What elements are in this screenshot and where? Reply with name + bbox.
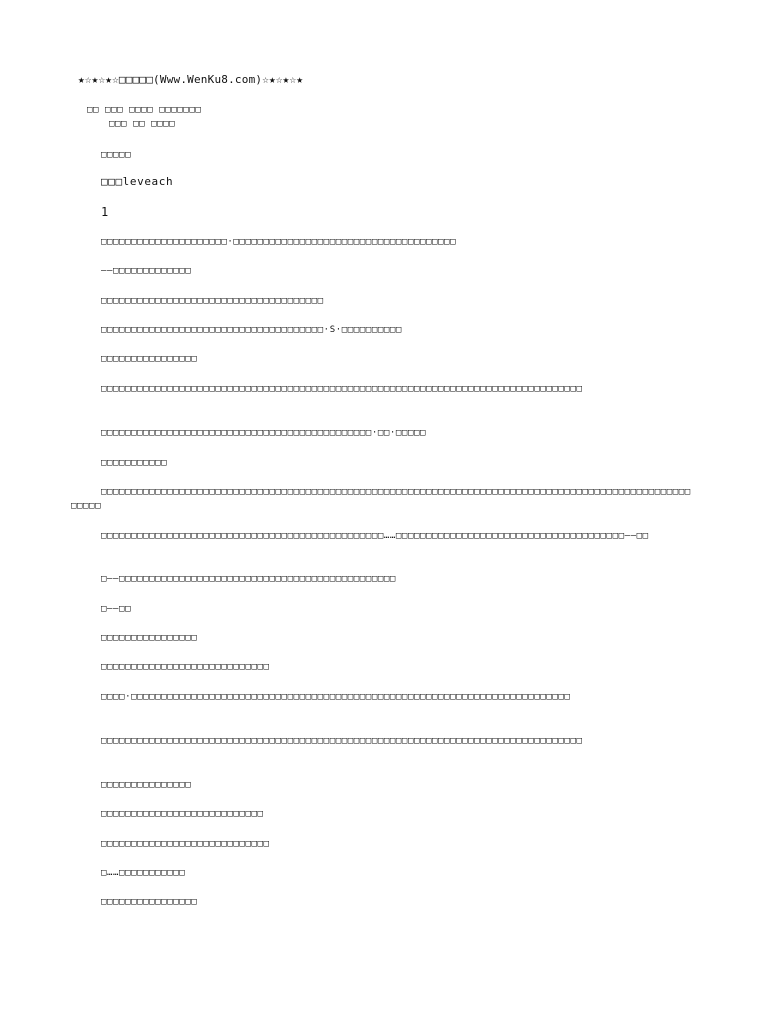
paragraph: □□□□□□□□□□□□□□□□□□□□□□□□□□□□□□□□□□□□□ — [101, 296, 324, 306]
paragraph: □□□□□□□□□□□□□□□□□□□□□□□□□□□□□□□□□□□□□□□□□□□□□□□□□□□□□□□□□□□□□□□□□□□□□□□□□□□□□□□□ — [101, 384, 583, 394]
paragraph: □——□□ — [101, 604, 132, 614]
paragraph: □□□□□□□□□□□ — [101, 458, 168, 468]
paragraph: □□□□□□□□□□□□□□□□□□□□□□□□□□□□□□□□□□□□□·S·□□□□□□□□□□ — [101, 325, 402, 335]
paragraph: □□□□□□□□□□□□□□□□□□□□□□□□□□□□□□□□□□□□□□□□□□□□□□□……□□□□□□□□□□□□□□□□□□□□□□□□□□□□□□□□□□□□□□——□□ — [101, 531, 649, 541]
paragraph: □□□□□□□□□□□□□□□□□□□□□□□□□□□□ — [101, 839, 270, 849]
paragraph: □□□□·□□□□□□□□□□□□□□□□□□□□□□□□□□□□□□□□□□□□□□□□□□□□□□□□□□□□□□□□□□□□□□□□□□□□□□□□□ — [101, 692, 571, 702]
chapter-number: 1 — [101, 205, 109, 219]
section-title: □□□□□ — [101, 150, 132, 160]
paragraph: □□□□□□□□□□□□□□□□ — [101, 633, 198, 643]
paragraph: □□□□□□□□□□□□□□□□□□□□□□□□□□□ — [101, 809, 264, 819]
paragraph: □——□□□□□□□□□□□□□□□□□□□□□□□□□□□□□□□□□□□□□□□□□□□□□□ — [101, 574, 396, 584]
site-banner: ★☆★☆★☆□□□□□(Www.WenKu8.com)☆★☆★☆★ — [78, 73, 304, 86]
paragraph: □□□□□□□□□□□□□□□□ — [101, 897, 198, 907]
paragraph: □□□□□□□□□□□□□□□□ — [101, 354, 198, 364]
paragraph: □……□□□□□□□□□□□ — [101, 868, 186, 878]
document-title: □□ □□□ □□□□ □□□□□□□ — [87, 105, 202, 115]
paragraph: □□□□□□□□□□□□□□□□□□□□□·□□□□□□□□□□□□□□□□□□□□□□□□□□□□□□□□□□□□□ — [101, 237, 457, 247]
paragraph: □□□□□□□□□□□□□□□ — [101, 780, 192, 790]
paragraph: ——□□□□□□□□□□□□□ — [101, 266, 192, 276]
paragraph: □□□□□□□□□□□□□□□□□□□□□□□□□□□□□□□□□□□□□□□□□□□□□□□□□□□□□□□□□□□□□□□□□□□□□□□□□□□□□□□□ — [101, 736, 583, 746]
author-note: □□□leveach — [101, 175, 174, 188]
paragraph: □□□□□□□□□□□□□□□□□□□□□□□□□□□□ — [101, 662, 270, 672]
paragraph: □□□□□□□□□□□□□□□□□□□□□□□□□□□□□□□□□□□□□□□□□□□□□·□□·□□□□□ — [101, 428, 426, 438]
paragraph: □□□□□□□□□□□□□□□□□□□□□□□□□□□□□□□□□□□□□□□□□□□□□□□□□□□□□□□□□□□□□□□□□□□□□□□□□□□□□□□□□□□□□□□□□□□□□□□□□□□□□□□ — [71, 487, 691, 511]
document-author-line: □□□ □□ □□□□ — [109, 119, 176, 129]
